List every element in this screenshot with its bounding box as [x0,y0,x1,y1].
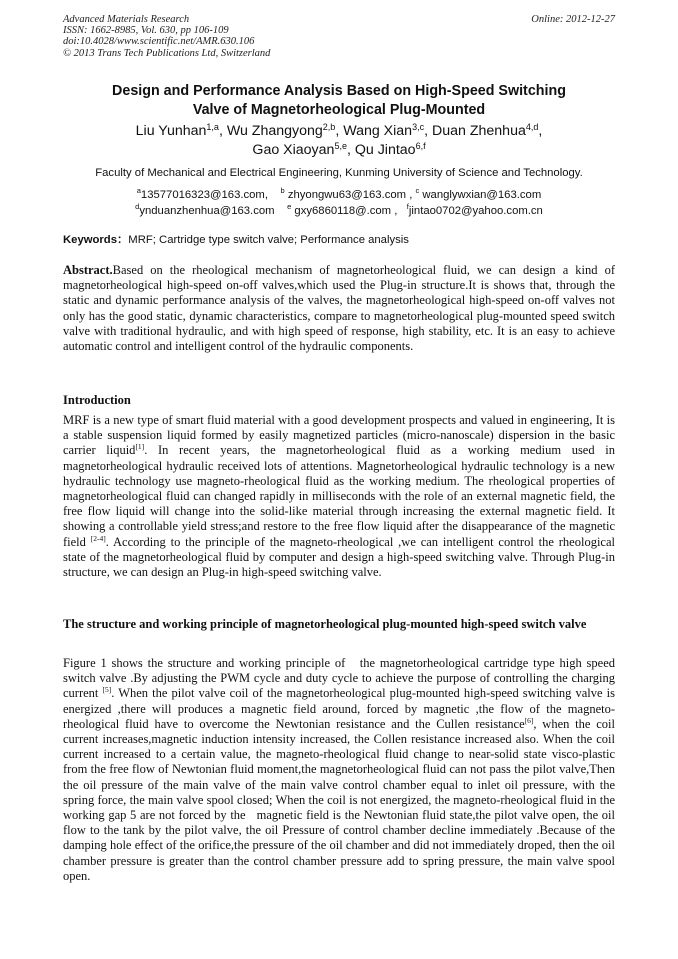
author-name: Liu Yunhan [135,123,207,139]
author-name: Gao Xiaoyan [252,141,335,158]
doi-line[interactable]: doi:10.4028/www.scientific.net/AMR.630.106 [63,36,255,48]
abstract-paragraph [63,263,615,354]
author-name: Qu Jintao [354,141,416,158]
email-address[interactable]: wanglywxian@163.com [419,189,542,201]
author-separator: , [424,123,432,139]
author-affil-mark: 4,d [525,122,539,132]
intro-text-2: . In recent years, the magnetorheological fluid as a working medium used in magnetorheological hydraulic received lots of attentions. Magnetorheological hydraulic technology is a new hydraulic technology use magneto-rheological fluid as the working medium. The rheological properties of magnetorheological fluid can changed rapidly in milliseconds with the role of an external magnetic field, the free flow liquid will change into the solid-like material through increasing the external magnetic field. It showing a controllable yield stress;and restore to the free flow liquid after the disappearance of the magnetic field [63,443,615,549]
author-separator: , [538,123,543,139]
author-separator: , [218,123,227,139]
author-affil-mark: 6,f [415,140,426,151]
email-address[interactable]: jintao0702@yahoo.com.cn [408,204,543,217]
email-gap [268,189,281,201]
citation-ref[interactable]: [6] [524,715,534,725]
email-gap [397,205,406,217]
introduction-heading: Introduction [63,393,131,407]
copyright-line: © 2013 Trans Tech Publications Ltd, Switzerland [63,47,271,59]
email-mark: a [136,186,141,195]
author-line-1 [60,122,618,141]
journal-header [63,14,615,59]
author-affil-mark: 5,e [334,140,347,151]
author-name: Wu Zhangyong [226,123,323,139]
citation-ref[interactable]: [5] [102,685,112,695]
title-line-2: Valve of Magnetorheological Plug-Mounted [192,101,486,118]
author-separator: , [346,141,355,158]
author-name: Wang Xian [343,123,413,139]
affiliation: Faculty of Mechanical and Electrical Engineering, Kunming University of Science and Technology. [95,167,583,179]
keywords-label: Keywords： [63,234,129,246]
email-address[interactable]: gxy6860118@.com , [291,204,398,217]
journal-name: Advanced Materials Research [63,14,190,25]
keywords-text: MRF; Cartridge type switch valve; Performance analysis [128,234,409,246]
citation-ref[interactable]: [2-4] [90,533,106,543]
author-affil-mark: 1,a [206,122,219,132]
email-mark: b [280,186,285,195]
author-affil-mark: 2,b [322,122,336,132]
email-mark: c [415,186,420,195]
email-gap [275,205,288,217]
abstract-label: Abstract. [63,263,113,277]
email-line-1 [100,188,578,204]
author-name: Duan Zhenhua [431,123,526,139]
citation-ref[interactable]: [1] [135,442,145,452]
intro-text-3: . According to the principle of the magneto-rheological ,we can intelligent control the rheological state of the magnetorheological fluid by computer and design a high-speed switching valve. Through Plug-in structure, we can design an Plug-in high-speed switching valve. [63,534,615,580]
issn-line: ISSN: 1662-8985, Vol. 630, pp 106-109 [63,25,229,37]
structure-text-1: Figure 1 shows the structure and working principle of the magnetorheological cartridge type high speed switch valve .By adjusting the PWM cycle and duty cycle to achieve the purpose of controlling the charging current [63,656,619,701]
email-address[interactable]: zhyongwu63@163.com , [284,189,413,201]
intro-text-1: MRF is a new type of smart fluid material with a good development prospects and valued in engineering, It is a stable suspension liquid formed by easily magnetized particles (micro-nanoscale) dispersion in the basic carrier liquid [63,413,615,458]
email-mark: d [135,201,140,211]
paper-title [60,82,618,119]
email-mark: f [406,201,409,211]
structure-text-3: , when the coil current increases,magnetic induction intensity increased, the Collen resistance increased also. When the coil current increased to a certain value, the magneto-rheological fluid change to near-solid state visco-plastic from the free flow of Newtonian fluid moment,the magnetorheological fluid can not pass the pilot valve,Then the oil pressure of the main valve of the main valve control chamber equal to inlet oil pressure, with the spring force, the main valve spool closed; When the coil is not energized, the magneto-rheological fluid in the working gap 5 are not forced by the magnetic field is the Newtonian fluid state,the pilot valve open, the oil flow to the tank by the pilot valve, the oil Pressure of control chamber decline immediately .Because of the damping hole effect of the orifice,the pressure of the oil chamber and did not immediately droped, then the oil chamber pressure is greater than the control chamber pressure add to spring pressure, the main valve spool open. [63,716,619,883]
author-list [60,122,618,159]
email-list [100,188,578,219]
email-address[interactable]: 13577016323@163.com, [140,189,268,201]
email-mark: e [287,201,292,211]
online-date: Online: 2012-12-27 [531,14,615,25]
keywords-line [63,233,615,247]
email-line-2 [100,201,578,220]
structure-paragraph [63,656,619,884]
abstract-text: Based on the rheological mechanism of magnetorheological fluid, we can design a kind of magnetorheological high-speed on-off valves,which used the Plug-in structure.It is shows that, through the static and dynamic performance analysis of the valves, the magnetorheological high-speed on-off valves not only has the good static, dynamic characteristics, compare to magnetorheological plug-mounted speed switch valve with traditional hydraulic, and with high speed of response, high stability, etc. It is an easy to achieve automatic control and intelligent control of the hydraulic components. [63,263,615,354]
author-separator: , [335,123,344,139]
title-line-1: Design and Performance Analysis Based on High-Speed Switching [112,83,566,99]
structure-heading: The structure and working principle of magnetorheological plug-mounted high-speed switch valve [63,617,587,631]
introduction-paragraph [63,413,615,580]
author-line-2 [60,141,618,160]
email-address[interactable]: ynduanzhenhua@163.com [139,204,275,217]
structure-text-2: . When the pilot valve coil of the magnetorheological plug-mounted high-speed switching valve is energized ,there will produces a magnetic field around, forced by magnetic ,the flow of the magneto-rheological fluid have to overcome the Newtonian resistance and the Cullen resistance [63,686,615,731]
author-affil-mark: 3,c [412,122,425,132]
